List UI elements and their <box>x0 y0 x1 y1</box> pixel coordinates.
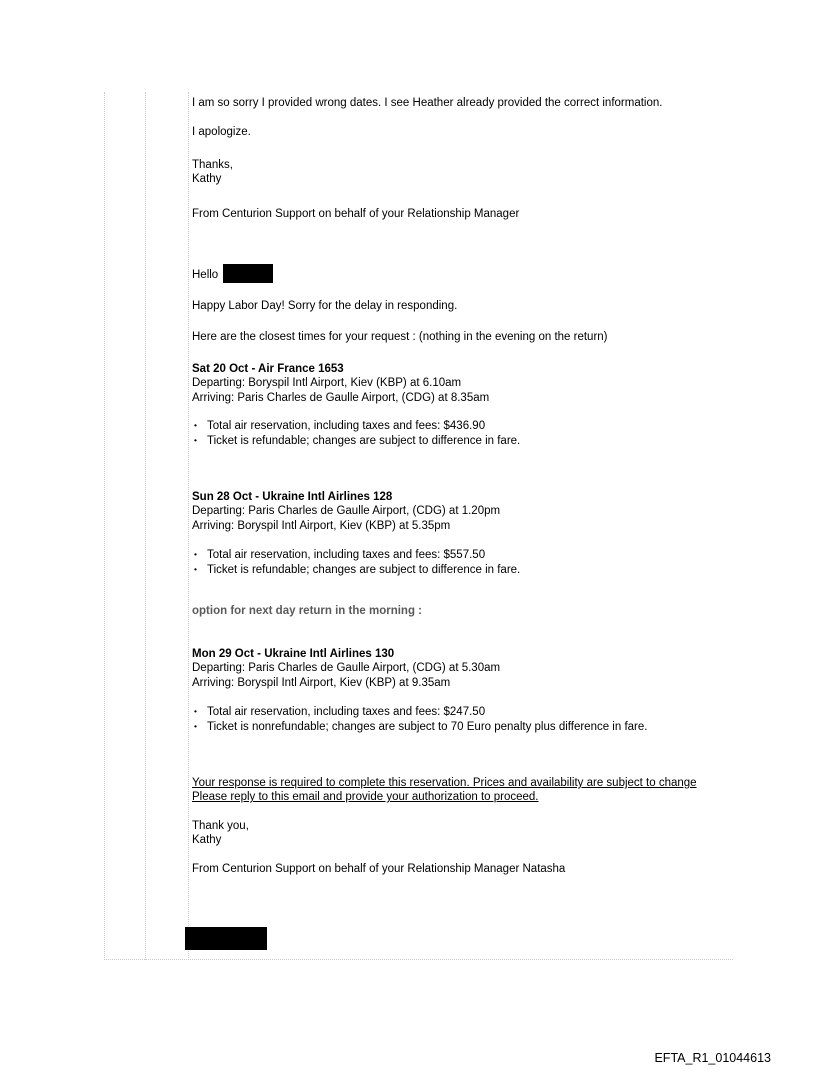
flight-title: Sat 20 Oct - Air France 1653 <box>192 363 344 375</box>
quote-border-level-1 <box>104 92 105 960</box>
apologize-line: I apologize. <box>192 126 251 138</box>
bullet-icon: • <box>194 435 197 446</box>
authorization-block <box>192 776 697 805</box>
bullet-icon: • <box>194 721 197 732</box>
bullet-icon: • <box>194 564 197 575</box>
bullet-icon: • <box>194 420 197 430</box>
bullet-text: Total air reservation, including taxes and fees: $436.90 <box>207 420 486 432</box>
flight-title: Sun 28 Oct - Ukraine Intl Airlines 128 <box>192 491 393 503</box>
option-note: option for next day return in the morning : <box>192 605 422 617</box>
signoff-block-2 <box>192 819 249 848</box>
authorization-line-2: Please reply to this email and provide your authorization to proceed. <box>192 791 539 804</box>
bullet-item <box>192 418 520 433</box>
flight-arriving: Arriving: Boryspil Intl Airport, Kiev (KBP) at 5.35pm <box>192 519 451 532</box>
signoff-thanks: Thank you, <box>192 820 249 832</box>
bullet-text: Ticket is refundable; changes are subject to difference in fare. <box>207 435 521 448</box>
bullet-item <box>192 433 520 448</box>
flight-title: Mon 29 Oct - Ukraine Intl Airlines 130 <box>192 648 395 660</box>
authorization-line-1: Your response is required to complete this reservation. Prices and availability are subject to change <box>192 777 697 789</box>
greeting-text: Hello <box>192 269 219 281</box>
flight-notes-2 <box>192 547 520 578</box>
bullet-item <box>192 547 520 562</box>
flight-option-3 <box>192 647 500 690</box>
bullet-text: Ticket is refundable; changes are subject to difference in fare. <box>207 564 521 577</box>
bates-number: EFTA_R1_01044613 <box>654 1051 771 1065</box>
bullet-text: Total air reservation, including taxes and fees: $557.50 <box>207 549 486 561</box>
bullet-item <box>192 719 647 734</box>
flight-notes-3 <box>192 704 647 735</box>
flight-arriving: Arriving: Paris Charles de Gaulle Airport, (CDG) at 8.35am <box>192 391 490 404</box>
quote-border-level-2 <box>145 92 146 960</box>
signoff-name: Kathy <box>192 834 222 847</box>
flight-arriving: Arriving: Boryspil Intl Airport, Kiev (KBP) at 9.35am <box>192 676 451 689</box>
bullet-item <box>192 704 647 719</box>
intro-line-2: Here are the closest times for your request : (nothing in the evening on the return) <box>192 331 608 343</box>
flight-option-2 <box>192 490 500 533</box>
bullet-icon: • <box>194 549 197 559</box>
bullet-text: Total air reservation, including taxes and fees: $247.50 <box>207 706 486 718</box>
flight-departing: Departing: Boryspil Intl Airport, Kiev (KBP) at 6.10am <box>192 377 462 390</box>
flight-option-1 <box>192 362 489 405</box>
signoff-name: Kathy <box>192 173 222 186</box>
signoff-block <box>192 158 233 187</box>
from-centurion-natasha-line: From Centurion Support on behalf of your Relationship Manager Natasha <box>192 863 566 875</box>
apology-paragraph: I am so sorry I provided wrong dates. I see Heather already provided the correct information. <box>192 97 663 109</box>
bullet-icon: • <box>194 706 197 716</box>
redaction-box <box>223 264 273 283</box>
flight-departing: Departing: Paris Charles de Gaulle Airport, (CDG) at 1.20pm <box>192 505 501 518</box>
flight-notes-1 <box>192 418 520 449</box>
intro-line-1: Happy Labor Day! Sorry for the delay in responding. <box>192 300 458 312</box>
email-body <box>192 0 816 1073</box>
greeting-line <box>192 264 273 283</box>
flight-departing: Departing: Paris Charles de Gaulle Airport, (CDG) at 5.30am <box>192 662 501 675</box>
redaction-box <box>185 927 267 950</box>
quote-border-level-3 <box>188 92 189 960</box>
bullet-text: Ticket is nonrefundable; changes are subject to 70 Euro penalty plus difference in fare. <box>207 721 648 734</box>
from-centurion-line: From Centurion Support on behalf of your Relationship Manager <box>192 208 520 220</box>
bullet-item <box>192 562 520 577</box>
signoff-thanks: Thanks, <box>192 159 233 171</box>
